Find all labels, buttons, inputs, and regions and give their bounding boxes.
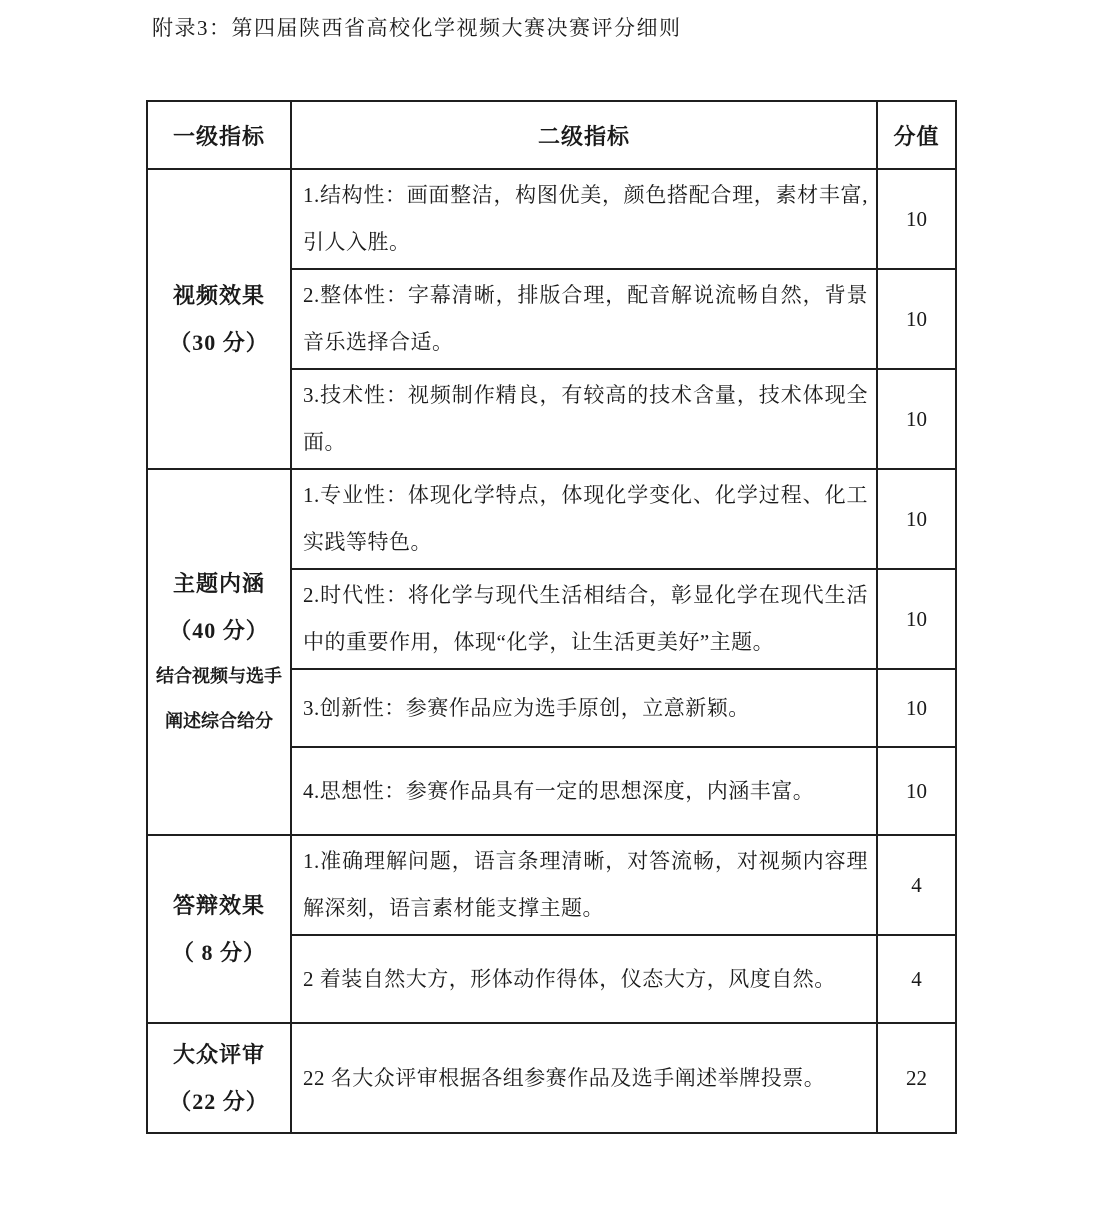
criteria-cell: 2 着装自然大方，形体动作得体，仪态大方，风度自然。 — [291, 935, 877, 1023]
score-cell: 10 — [877, 169, 956, 269]
table-row — [147, 169, 956, 269]
level1-name: 视频效果 — [172, 283, 265, 308]
level1-points: （22 分） — [169, 1089, 269, 1114]
criteria-cell: 3.技术性：视频制作精良，有较高的技术含量，技术体现全面。 — [291, 369, 877, 469]
level1-name: 答辩效果 — [172, 893, 265, 918]
criteria-cell: 1.结构性：画面整洁，构图优美，颜色搭配合理，素材丰富,引人入胜。 — [291, 169, 877, 269]
level1-points: （40 分） — [169, 618, 269, 643]
score-cell: 10 — [877, 269, 956, 369]
column-header-level2: 二级指标 — [291, 101, 877, 169]
level1-note: 阐述综合给分 — [165, 711, 273, 731]
table-row — [147, 1023, 956, 1133]
page-title: 附录3：第四届陕西省高校化学视频大赛决赛评分细则 — [152, 16, 682, 40]
table-row — [147, 835, 956, 935]
table-row — [147, 469, 956, 569]
score-cell: 4 — [877, 835, 956, 935]
criteria-cell: 2.时代性：将化学与现代生活相结合，彰显化学在现代生活中的重要作用，体现“化学，让生活更美好”主题。 — [291, 569, 877, 669]
score-cell: 10 — [877, 669, 956, 747]
level1-name: 主题内涵 — [172, 571, 265, 596]
score-cell: 4 — [877, 935, 956, 1023]
level1-cell-video-effect — [147, 169, 291, 469]
score-cell: 10 — [877, 369, 956, 469]
scoring-rubric-table — [146, 100, 957, 1134]
level1-points: （30 分） — [169, 330, 269, 355]
level1-points: （ 8 分） — [171, 940, 266, 965]
score-cell: 10 — [877, 469, 956, 569]
score-cell: 10 — [877, 569, 956, 669]
table-header-row — [147, 101, 956, 169]
column-header-score: 分值 — [877, 101, 956, 169]
level1-note: 结合视频与选手 — [156, 666, 282, 686]
score-cell: 22 — [877, 1023, 956, 1133]
criteria-cell: 3.创新性：参赛作品应为选手原创，立意新颖。 — [291, 669, 877, 747]
level1-cell-theme-content — [147, 469, 291, 835]
criteria-cell: 4.思想性：参赛作品具有一定的思想深度，内涵丰富。 — [291, 747, 877, 835]
criteria-cell: 2.整体性：字幕清晰，排版合理，配音解说流畅自然，背景音乐选择合适。 — [291, 269, 877, 369]
score-cell: 10 — [877, 747, 956, 835]
criteria-cell: 1.专业性：体现化学特点，体现化学变化、化学过程、化工实践等特色。 — [291, 469, 877, 569]
criteria-cell: 1.准确理解问题，语言条理清晰，对答流畅，对视频内容理解深刻，语言素材能支撑主题。 — [291, 835, 877, 935]
level1-cell-public-review — [147, 1023, 291, 1133]
column-header-level1: 一级指标 — [147, 101, 291, 169]
criteria-cell: 22 名大众评审根据各组参赛作品及选手阐述举牌投票。 — [291, 1023, 877, 1133]
level1-name: 大众评审 — [172, 1042, 265, 1067]
level1-cell-defense-effect — [147, 835, 291, 1023]
